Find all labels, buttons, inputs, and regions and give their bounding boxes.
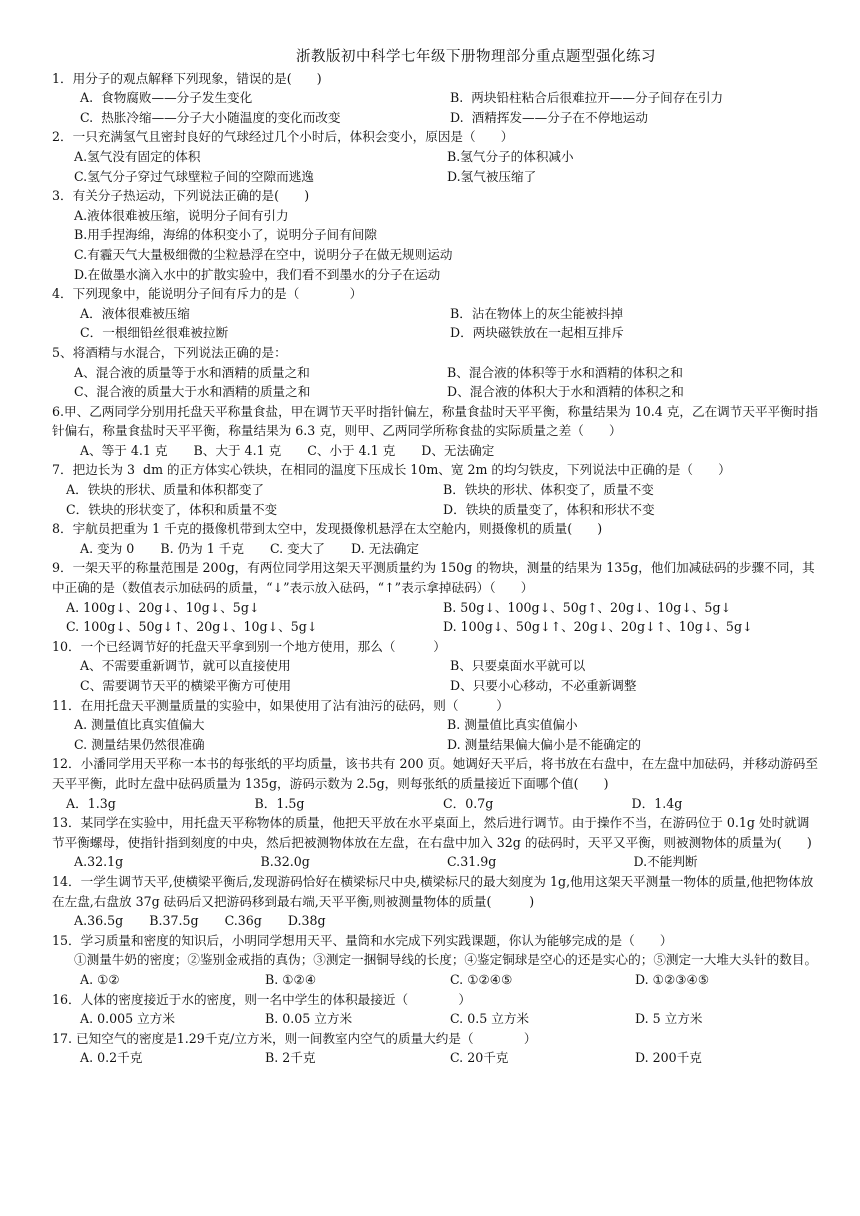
option-b: B. 2千克	[265, 1050, 316, 1066]
option-b: B. 两块铅柱粘合后很难拉开——分子间存在引力	[450, 90, 724, 106]
option-a: A.32.1g	[74, 854, 124, 870]
question-12	[52, 754, 820, 813]
document-title: 浙教版初中科学七年级下册物理部分重点题型强化练习	[296, 49, 656, 65]
option-d: D. 5 立方米	[635, 1011, 703, 1027]
question-stem: 1．用分子的观点解释下列现象，错误的是( )	[52, 70, 322, 86]
question-stem: 4．下列现象中，能说明分子间有斥力的是（ ）	[52, 286, 363, 302]
option-a: A. 测量值比真实值偏大	[74, 717, 205, 733]
option-c: C. 测量结果仍然很准确	[74, 736, 205, 752]
option-d: D. 测量结果偏大偏小是不能确定的	[447, 736, 641, 752]
option-d: D、无法确定	[421, 442, 495, 458]
question-stem: 14．一学生调节天平,使横梁平衡后,发现游码恰好在横梁标尺中央,横梁标尺的最大刻度为 1g,他用这架天平测量一物体的质量,他把物体放在左盘,右盘放 37g 砝码后又把游码移到最右端,天平平衡,则被测量物体的质量( )	[52, 873, 814, 909]
option-c: C．0.7g	[443, 795, 494, 811]
question-stem: 12．小潘同学用天平称一本书的每张纸的平均质量，该书共有 200 页。她调好天平后，将书放在右盘中，在左盘中加砝码，并移动游码至天平平衡，此时左盘中砝码质量为 135g，游码示数为 2.5g，则每张纸的质量接近下面哪个值( )	[52, 756, 818, 791]
question-stem: 11．在用托盘天平测量质量的实验中，如果使用了沾有油污的砝码，则（ ）	[52, 697, 509, 713]
option-d: D. 酒精挥发——分子在不停地运动	[450, 109, 648, 125]
option-a: A．液体很难被压缩	[80, 305, 190, 321]
option-d: D. 200千克	[635, 1050, 702, 1066]
question-options	[52, 304, 820, 343]
option-c: C.31.9g	[447, 854, 497, 870]
option-a: A、等于 4.1 克	[80, 442, 168, 458]
question-options	[52, 970, 820, 990]
question-5	[52, 343, 820, 402]
option-b: B．1.5g	[254, 795, 305, 811]
question-16	[52, 990, 820, 1029]
option-a: A、混合液的质量等于水和酒精的质量之和	[74, 364, 310, 380]
question-options	[52, 1048, 820, 1068]
option-b: B. 50g↓、100g↓、50g↑、20g↓、10g↓、5g↓	[443, 599, 732, 615]
question-options	[52, 598, 820, 637]
question-stem: 15．学习质量和密度的知识后，小明同学想用天平、量筒和水完成下列实践课题，你认为能够完成的是（ ）	[52, 932, 673, 948]
question-stem: 17. 已知空气的密度是1.29千克/立方米，则一间教室内空气的质量大约是（ ）	[52, 1030, 537, 1046]
question-9	[52, 558, 820, 636]
option-a: A．1.3g	[66, 795, 116, 811]
option-b: B．铁块的形状、体积变了，质量不变	[443, 482, 654, 498]
option-c: C. ①②④⑤	[450, 971, 513, 987]
question-stem: 10．一个已经调节好的托盘天平拿到别一个地方使用，那么（ ）	[52, 638, 446, 654]
option-c: C. 变大了	[269, 540, 325, 556]
option-d: D.氢气被压缩了	[447, 168, 537, 184]
question-options	[52, 539, 820, 559]
question-1	[52, 69, 820, 128]
option-b: B、混合液的体积等于水和酒精的体积之和	[447, 364, 683, 380]
question-options	[52, 206, 820, 284]
option-d: D．铁块的质量变了，体积和形状不变	[443, 501, 655, 517]
question-options	[52, 441, 820, 461]
question-stem: 7．把边长为 3 dm 的正方体实心铁块，在相同的温度下压成长 10m、宽 2m 的均匀铁皮，下列说法中正确的是（ ）	[52, 462, 731, 478]
option-a: A.氢气没有固定的体积	[74, 148, 201, 164]
question-options	[52, 147, 820, 186]
option-a: A．铁块的形状、质量和体积都变了	[66, 482, 265, 498]
option-d: D. ①②③④⑤	[635, 971, 710, 987]
question-3	[52, 186, 820, 284]
option-c: C.有霾天气大量极细微的尘粒悬浮在空中，说明分子在做无规则运动	[74, 246, 453, 262]
option-b: B.氢气分子的体积减小	[447, 148, 574, 164]
question-options	[52, 1009, 820, 1029]
question-options	[52, 480, 820, 519]
option-a: A.36.5g	[74, 913, 124, 929]
option-a: A. 0.2千克	[80, 1050, 143, 1066]
question-4	[52, 284, 820, 343]
option-a: A.液体很难被压缩，说明分子间有引力	[74, 207, 289, 223]
question-6	[52, 402, 820, 461]
question-2	[52, 127, 820, 186]
question-14	[52, 872, 820, 931]
option-b: B、只要桌面水平就可以	[450, 658, 586, 674]
option-b: B.32.0g	[260, 854, 310, 870]
question-options	[52, 911, 820, 931]
option-d: D、只要小心移动，不必重新调整	[450, 678, 637, 693]
question-10	[52, 637, 820, 696]
option-d: D.38g	[287, 913, 326, 929]
option-d: D. 100g↓、50g↓↑、20g↓、20g↓↑、10g↓、5g↓	[443, 619, 753, 635]
option-b: B、大于 4.1 克	[193, 442, 282, 458]
question-15	[52, 931, 820, 990]
option-d: D. 无法确定	[350, 540, 419, 556]
question-list	[52, 69, 820, 1068]
option-a: A. 变为 0	[80, 540, 135, 556]
option-b: B．沾在物体上的灰尘能被抖掉	[450, 305, 623, 321]
question-17	[52, 1029, 820, 1068]
option-c: C.氢气分子穿过气球壁粒子间的空隙而逃逸	[74, 168, 314, 184]
option-c: C．一根细铅丝很难被拉断	[80, 325, 229, 341]
option-b: B. 0.05 立方米	[265, 1011, 353, 1027]
question-13	[52, 813, 820, 872]
option-c: C. 100g↓、50g↓↑、20g↓、10g↓、5g↓	[66, 619, 318, 635]
question-7	[52, 460, 820, 519]
question-sub-text: ①测量牛奶的密度；②鉴别金戒指的真伪；③测定一捆铜导线的长度；④鉴定铜球是空心的还是实心的；⑤测定一大堆大头针的数目。	[74, 952, 818, 968]
option-d: D.不能判断	[633, 854, 698, 870]
option-a: A. 0.005 立方米	[80, 1011, 175, 1027]
option-d: D．两块磁铁放在一起相互排斥	[450, 325, 624, 341]
question-stem: 16．人体的密度接近于水的密度，则一名中学生的体积最接近（ ）	[52, 991, 472, 1007]
option-c: C、小于 4.1 克	[307, 442, 396, 458]
option-d: D、混合液的体积大于水和酒精的体积之和	[447, 384, 684, 400]
option-b: B. 仍为 1 千克	[160, 540, 244, 556]
option-b: B.用手捏海绵，海绵的体积变小了，说明分子间有间隙	[74, 227, 377, 243]
option-d: D.在做墨水滴入水中的扩散实验中，我们看不到墨水的分子在运动	[74, 266, 441, 282]
question-stem: 5、将酒精与水混合，下列说法正确的是：	[52, 344, 287, 360]
option-c: C、混合液的质量大于水和酒精的质量之和	[74, 384, 311, 400]
option-d: D．1.4g	[631, 795, 683, 811]
option-a: A. ①②	[80, 971, 120, 987]
option-c: C．铁块的形状变了，体积和质量不变	[66, 501, 278, 517]
question-options	[52, 363, 820, 402]
option-c: C.36g	[224, 913, 262, 929]
option-c: C. 20千克	[450, 1050, 509, 1066]
option-a: A. 食物腐败——分子发生变化	[80, 90, 253, 106]
option-b: B. 测量值比真实值偏小	[447, 717, 578, 733]
question-options	[52, 656, 820, 695]
question-options	[52, 88, 820, 127]
question-stem: 13．某同学在实验中，用托盘天平称物体的质量，他把天平放在水平桌面上，然后进行调节。由于操作不当，在游码位于 0.1g 处时就调节平衡螺母，使指针指到刻度的中央，然后把被测物体放在左盘，在右盘中加入 32g 的砝码时，天平又平衡，则被测物体的质量为( )	[52, 815, 812, 850]
option-c: C. 0.5 立方米	[450, 1011, 530, 1027]
question-8	[52, 519, 820, 558]
question-stem: 9．一架天平的称量范围是 200g，有两位同学用这架天平测质量约为 150g 的物块，测量的结果为 135g，他们加减砝码的步骤不同，其中正确的是（数值表示加砝码的质量，“↓”表示放入砝码，“↑”表示拿掉砝码）（ ）	[52, 560, 815, 596]
option-a: A. 100g↓、20g↓、10g↓、5g↓	[66, 599, 260, 615]
question-options	[52, 715, 820, 754]
question-options	[52, 794, 820, 814]
question-stem: 8．宇航员把重为 1 千克的摄像机带到太空中，发现摄像机悬浮在太空舱内，则摄像机的质量( )	[52, 521, 603, 537]
option-a: A、不需要重新调节，就可以直接使用	[80, 658, 291, 674]
question-stem: 3．有关分子热运动，下列说法正确的是( )	[52, 188, 310, 204]
question-11	[52, 696, 820, 755]
option-c: C. 热胀冷缩——分子大小随温度的变化而改变	[80, 109, 341, 125]
option-b: B. ①②④	[265, 971, 317, 987]
question-stem: 6.甲、乙两同学分别用托盘天平称量食盐，甲在调节天平时指针偏左，称量食盐时天平平衡，称量结果为 10.4 克，乙在调节天平平衡时指针偏右，称量食盐时天平平衡，称量结果为 6.3 克，则甲、乙两同学所称食盐的实际质量之差（ ）	[52, 403, 818, 439]
question-options	[52, 852, 820, 872]
option-b: B.37.5g	[149, 913, 199, 929]
question-stem: 2．一只充满氢气且密封良好的气球经过几个小时后，体积会变小，原因是（ ）	[52, 129, 514, 145]
option-c: C、需要调节天平的横梁平衡方可使用	[80, 678, 292, 693]
